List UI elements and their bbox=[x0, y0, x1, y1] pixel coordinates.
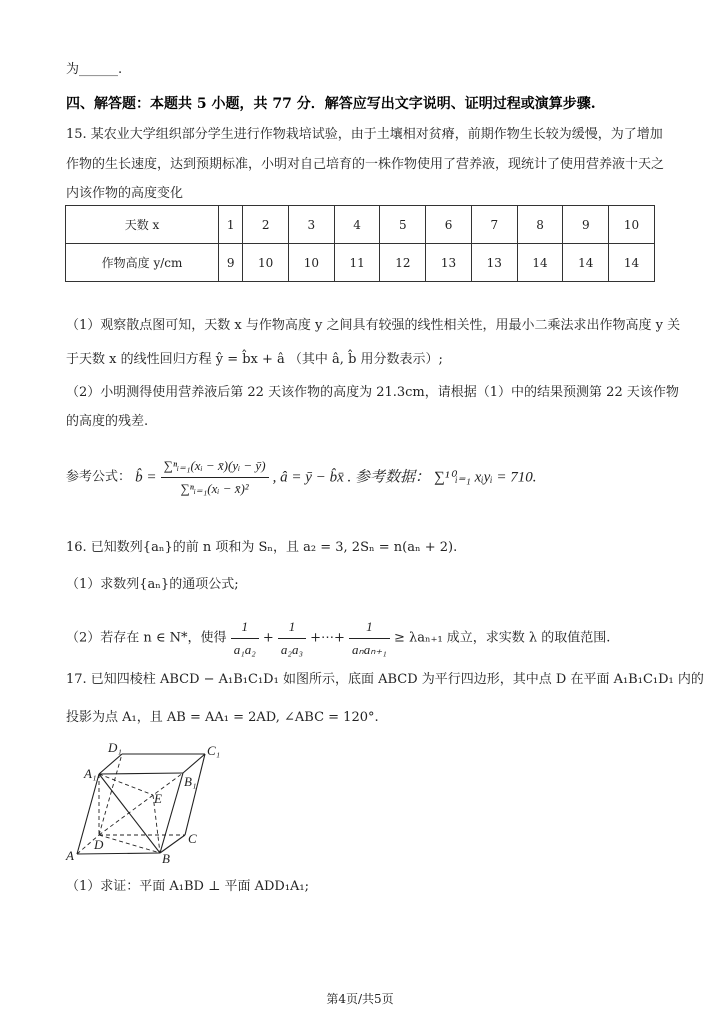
formula-b-lhs: b̂ = bbox=[135, 469, 157, 486]
q15-part1-line: （1）观察散点图可知，天数 x 与作物高度 y 之间具有较强的线性相关性，用最小二乘法求出作物高度 y 关 bbox=[66, 318, 681, 333]
edge-A1B1 bbox=[99, 773, 183, 774]
table-row-heights bbox=[66, 244, 655, 282]
cell: 14 bbox=[609, 244, 655, 282]
cell: 10 bbox=[243, 244, 289, 282]
section-title: 四、解答题：本题共 5 小题，共 77 分．解答应写出文字说明、证明过程或演算步骤. bbox=[66, 96, 596, 112]
q16-part2 bbox=[66, 616, 610, 661]
q15-part1-line: 于天数 x 的线性回归方程 ŷ = b̂x + â （其中 â, b̂ 用分数表示）; bbox=[66, 352, 443, 367]
formula-numerator: ∑ⁿᵢ₌₁(xᵢ − x̄)(yᵢ − ȳ) bbox=[161, 455, 269, 478]
denominator: a₁a₂ bbox=[233, 642, 256, 657]
cell: 14 bbox=[563, 244, 609, 282]
q16-part2-prefix: （2）若存在 n ∈ N*，使得 bbox=[66, 630, 227, 646]
ellipsis: +⋯+ bbox=[310, 630, 345, 646]
denominator: a₂a₃ bbox=[280, 642, 303, 657]
row-header: 天数 x bbox=[66, 206, 219, 244]
q15-line: 15. 某农业大学组织部分学生进行作物栽培试验，由于土壤相对贫瘠，前期作物生长较为缓慢，为了增加 bbox=[66, 127, 663, 142]
data-table bbox=[65, 205, 655, 282]
cell: 13 bbox=[471, 244, 517, 282]
formula-a: , â = ȳ − b̂x̄ . 参考数据： bbox=[272, 469, 430, 486]
reference-data: ∑¹⁰ᵢ₌₁ xᵢyᵢ = 710. bbox=[434, 469, 537, 486]
cell: 1 bbox=[219, 206, 243, 244]
cell: 10 bbox=[609, 206, 655, 244]
cell: 12 bbox=[380, 244, 426, 282]
cell: 13 bbox=[426, 244, 472, 282]
label-C1: C₁ bbox=[207, 743, 221, 758]
q17-line: 17. 已知四棱柱 ABCD − A₁B₁C₁D₁ 如图所示，底面 ABCD 为平行四边形，其中点 D 在平面 A₁B₁C₁D₁ 内的 bbox=[66, 672, 704, 687]
formula-fraction bbox=[161, 455, 269, 500]
label-A: A bbox=[66, 848, 74, 863]
q17-line: 投影为点 A₁，且 AB = AA₁ = 2AD, ∠ABC = 120°. bbox=[66, 710, 379, 725]
q15-line: 内该作物的高度变化 bbox=[66, 186, 184, 201]
cell: 5 bbox=[380, 206, 426, 244]
previous-question-tail: 为______. bbox=[66, 62, 123, 77]
cell: 11 bbox=[334, 244, 380, 282]
cell: 6 bbox=[426, 206, 472, 244]
denominator: aₙaₙ₊₁ bbox=[352, 642, 387, 657]
numerator: 1 bbox=[278, 616, 306, 639]
edge-A1B bbox=[99, 774, 160, 853]
edge-B1B bbox=[160, 773, 183, 853]
edge-A1D1 bbox=[99, 754, 122, 774]
row-header: 作物高度 y/cm bbox=[66, 244, 219, 282]
q16-part1: （1）求数列{aₙ}的通项公式; bbox=[66, 577, 239, 592]
label-B1: B₁ bbox=[184, 774, 197, 789]
q16-stem: 16. 已知数列{aₙ}的前 n 项和为 Sₙ，且 a₂ = 3, 2Sₙ = n(aₙ + 2). bbox=[66, 540, 458, 555]
cell: 4 bbox=[334, 206, 380, 244]
q15-part2-line: （2）小明测得使用营养液后第 22 天该作物的高度为 21.3cm，请根据（1）中的结果预测第 22 天该作物 bbox=[66, 385, 679, 400]
cell: 9 bbox=[219, 244, 243, 282]
fraction bbox=[231, 616, 259, 661]
cell: 14 bbox=[517, 244, 563, 282]
reference-formula bbox=[66, 455, 537, 500]
q15-line: 作物的生长速度，达到预期标准，小明对自己培育的一株作物使用了营养液，现统计了使用营养液十天之 bbox=[66, 157, 665, 172]
label-C: C bbox=[188, 831, 197, 846]
label-B: B bbox=[162, 851, 170, 866]
q15-part2-line: 的高度的残差. bbox=[66, 414, 149, 429]
cell: 7 bbox=[471, 206, 517, 244]
label-A1: A₁ bbox=[84, 766, 97, 781]
label-E: E bbox=[154, 791, 162, 806]
edge-AB bbox=[77, 853, 160, 854]
cell: 2 bbox=[243, 206, 289, 244]
cell: 10 bbox=[289, 244, 335, 282]
cell: 3 bbox=[289, 206, 335, 244]
edge-C1B1 bbox=[183, 754, 205, 773]
numerator: 1 bbox=[231, 616, 259, 639]
page-footer: 第4页/共5页 bbox=[326, 992, 394, 1006]
fraction bbox=[278, 616, 306, 661]
edge-C1C bbox=[185, 754, 205, 835]
cell: 9 bbox=[563, 206, 609, 244]
prism-figure bbox=[60, 735, 260, 870]
plus: + bbox=[262, 630, 274, 646]
table-row-days bbox=[66, 206, 655, 244]
fraction bbox=[349, 616, 390, 661]
q17-part1: （1）求证：平面 A₁BD ⊥ 平面 ADD₁A₁; bbox=[66, 879, 310, 894]
formula-denominator: ∑ⁿᵢ₌₁(xᵢ − x̄)² bbox=[180, 481, 249, 496]
numerator: 1 bbox=[349, 616, 390, 639]
label-D: D bbox=[94, 837, 104, 852]
label-D1: D₁ bbox=[108, 740, 122, 755]
cell: 8 bbox=[517, 206, 563, 244]
q16-part2-suffix: ≥ λaₙ₊₁ 成立，求实数 λ 的取值范围. bbox=[393, 630, 611, 646]
formula-label: 参考公式： bbox=[66, 469, 132, 485]
